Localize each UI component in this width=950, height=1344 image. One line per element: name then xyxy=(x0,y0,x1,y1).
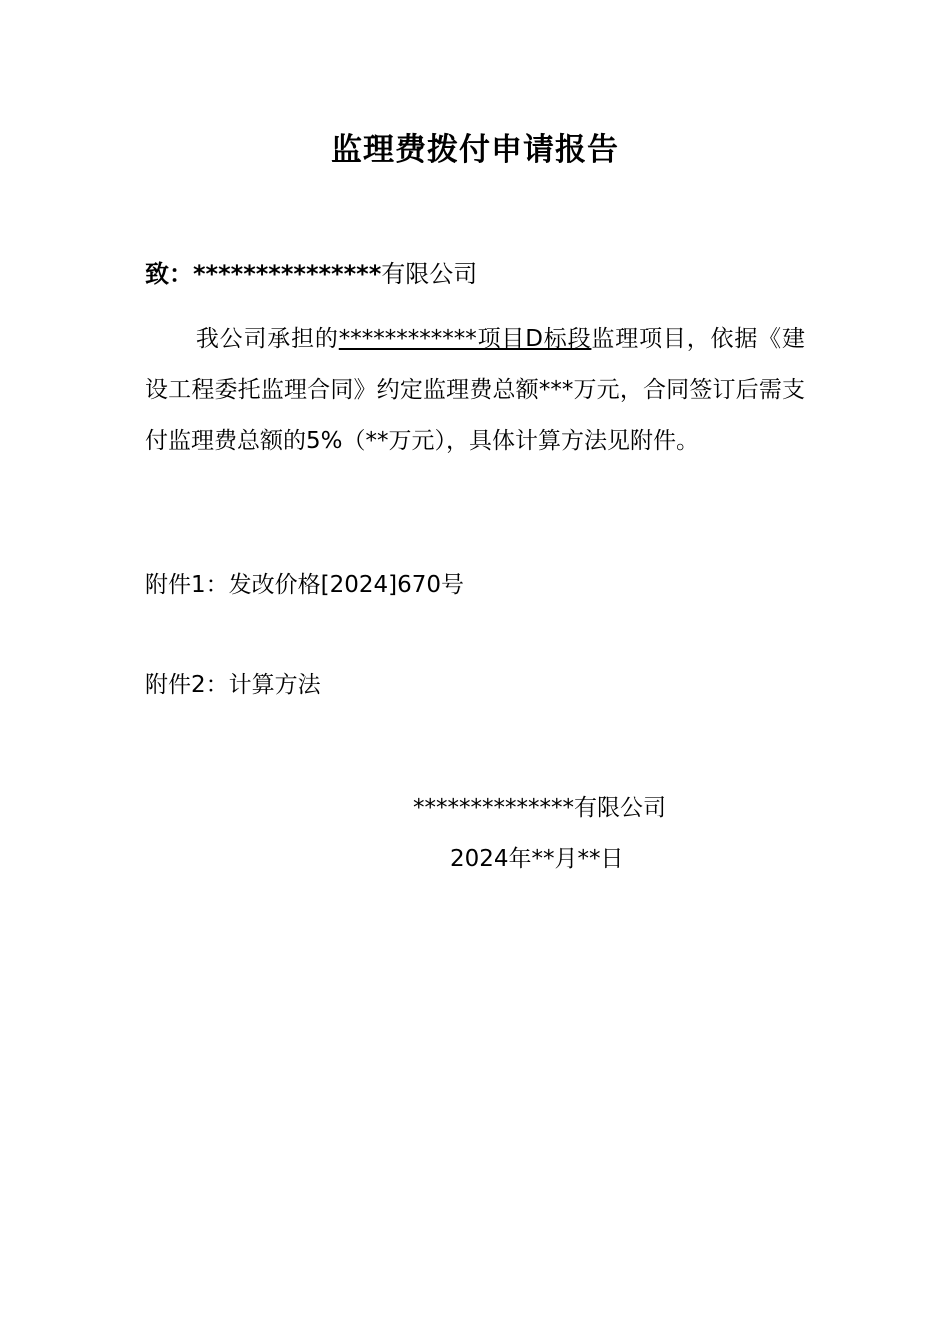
attachment-item-2 xyxy=(145,665,321,705)
body-text-part-2: 监理项目，依据《建设工程委托监理合同》约定监理费总额***万元，合同签订后需支付监理费总额的5%（**万元），具体计算方法见附件。 xyxy=(145,326,806,454)
recipient-masked-name: *************** xyxy=(193,260,382,288)
salutation-line xyxy=(145,254,477,294)
attachment-1-text: 发改价格[2024]670号 xyxy=(228,572,465,598)
salutation-prefix: 致： xyxy=(145,260,193,288)
recipient-suffix: 有限公司 xyxy=(381,260,478,288)
signature-company: **************有限公司 xyxy=(413,795,666,821)
body-text-part-1: 我公司承担的 xyxy=(195,326,339,352)
attachment-2-text: 计算方法 xyxy=(228,672,321,698)
attachment-2-label: 附件2： xyxy=(145,672,229,698)
signature-date: 2024年**月**日 xyxy=(450,846,624,872)
body-paragraph xyxy=(145,314,805,467)
document-title: 监理费拨付申请报告 xyxy=(331,132,619,168)
attachment-item-1 xyxy=(145,565,464,605)
project-name-underlined: ************项目D标段 xyxy=(338,326,592,352)
attachment-1-label: 附件1： xyxy=(145,572,229,598)
